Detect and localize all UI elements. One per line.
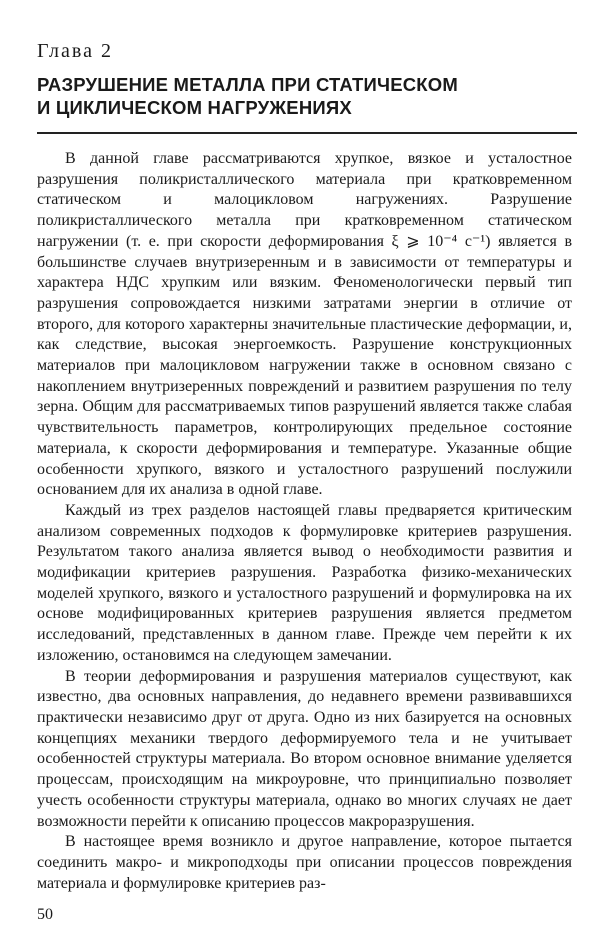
chapter-label: Глава 2: [37, 40, 113, 62]
paragraph-4: В настоящее время возникло и другое направление, которое пытается соединить макро- и микроподходы при описании процессов повреждения материала и формулировке критериев раз-: [37, 833, 572, 892]
chapter-title-line-1: РАЗРУШЕНИЕ МЕТАЛЛА ПРИ СТАТИЧЕСКОМ: [37, 74, 458, 95]
chapter-title-line-2: И ЦИКЛИЧЕСКОМ НАГРУЖЕНИЯХ: [37, 97, 352, 118]
body-text: [37, 149, 572, 894]
chapter-title: [37, 73, 577, 119]
paragraph-1: В данной главе рассматриваются хрупкое, вязкое и усталостное разрушения поликристаллического материала при кратковременном статическом и малоцикловом нагружениях. Разрушение поликристаллического металла при кратковременном статическом нагружении (т. е. при скорости деформирования ξ ⩾ 10⁻⁴ с⁻¹) является в большинстве случаев внутризеренным и в зависимости от температуры и характера НДС хрупким или вязким. Феноменологически первый тип разрушения сопровождается низкими затратами энергии в отличие от второго, для которого характерны значительные пластические деформации, и, как следствие, высокая энергоемкость. Разрушение конструкционных материалов при малоцикловом нагружении также в основном связано с накоплением внутризеренных повреждений и развитием разрушения по телу зерна. Общим для рассматриваемых типов разрушений является также слабая чувствительность параметров, контролирующих предельное состояние материала, к скорости деформирования и температуре. Указанные общие особенности хрупкого, вязкого и усталостного разрушений послужили основанием для их анализа в одной главе.: [37, 150, 572, 499]
title-divider: [37, 132, 577, 134]
paragraph-2: Каждый из трех разделов настоящей главы предваряется критическим анализом современных подходов к формулировке критериев разрушения. Результатом такого анализа является вывод о необходимости развития и модификации критериев разрушения. Разработка физико-механических моделей хрупкого, вязкого и усталостного разрушений и формулировка на их основе модифицированных критериев разрушения является предметом исследований, представленных в данном главе. Прежде чем перейти к их изложению, остановимся на следующем замечании.: [37, 501, 572, 664]
page-number: 50: [37, 906, 53, 923]
paragraph-3: В теории деформирования и разрушения материалов существуют, как известно, два основных направления, до недавнего времени развивавшихся практически независимо друг от друга. Одно из них базируется на основных концепциях механики твердого деформируемого тела и не учитывает особенностей структуры материала. Во втором основное внимание уделяется процессам, происходящим на микроуровне, что принципиально позволяет учесть особенности структуры материала, однако во многих случаях не дает возможности перейти к описанию процессов макроразрушения.: [37, 667, 572, 830]
